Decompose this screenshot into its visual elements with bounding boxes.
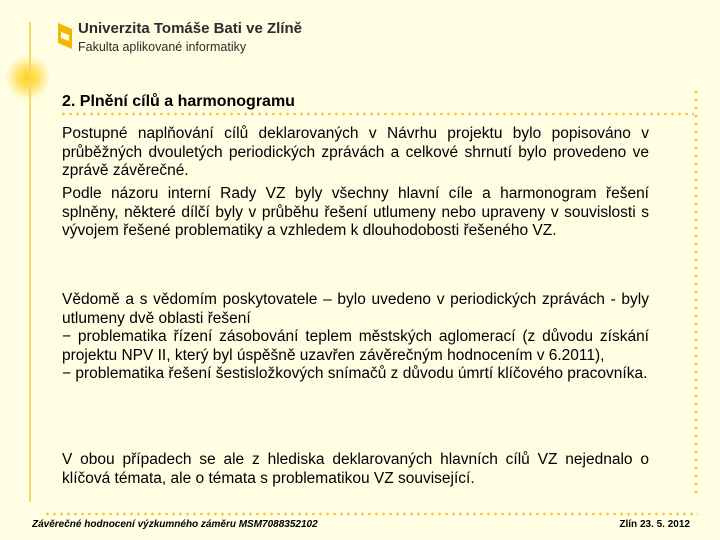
- title-dotted-separator: [60, 112, 694, 116]
- footer-dotted-separator: [44, 512, 698, 516]
- right-dotted-border: [694, 88, 698, 496]
- paragraph-3-intro: Vědomě a s vědomím poskytovatele – bylo uvedeno v periodických zprávách - byly utlumeny dvě oblasti řešení: [62, 291, 649, 327]
- left-vertical-line: [29, 22, 31, 502]
- decorative-glow: [6, 56, 50, 100]
- faculty-name: Fakulta aplikované informatiky: [78, 40, 247, 54]
- footer-date: Zlín 23. 5. 2012: [619, 519, 690, 530]
- paragraph-4: V obou případech se ale z hlediska deklarovaných hlavních cílů VZ nejednalo o klíčová témata, ale o témata s problematikou VZ související.: [62, 451, 649, 487]
- paragraph-3-block: [62, 291, 649, 384]
- paragraph-2: Podle názoru interní Rady VZ byly všechny hlavní cíle a harmonogram řešení splněny, některé dílčí byly v průběhu řešení utlumeny nebo upraveny v souvislosti s vývojem řešené problematiky a vzhledem k dlouhodobosti řešeného VZ.: [62, 185, 649, 240]
- university-name: Univerzita Tomáše Bati ve Zlíně: [78, 20, 302, 37]
- list-item-heat-supply: − problematika řízení zásobování teplem městských aglomerací (z důvodu získání projektu NPV II, který byl úspěšně uzavřen závěrečným hodnocením v 6.2011),: [62, 328, 649, 364]
- list-item-sensors: − problematika řešení šestisložkových snímačů z důvodu úmrtí klíčového pracovníka.: [62, 365, 648, 383]
- slide-title: 2. Plnění cílů a harmonogramu: [62, 93, 295, 110]
- footer-project: Závěrečné hodnocení výzkumného záměru MSM7088352102: [32, 519, 318, 530]
- paragraph-1: Postupné naplňování cílů deklarovaných v Návrhu projektu bylo popisováno v průběžných dvouletých periodických zprávách a celkové shrnutí bylo provedeno ve zprávě závěrečné.: [62, 125, 649, 180]
- university-logo-icon: [58, 23, 72, 49]
